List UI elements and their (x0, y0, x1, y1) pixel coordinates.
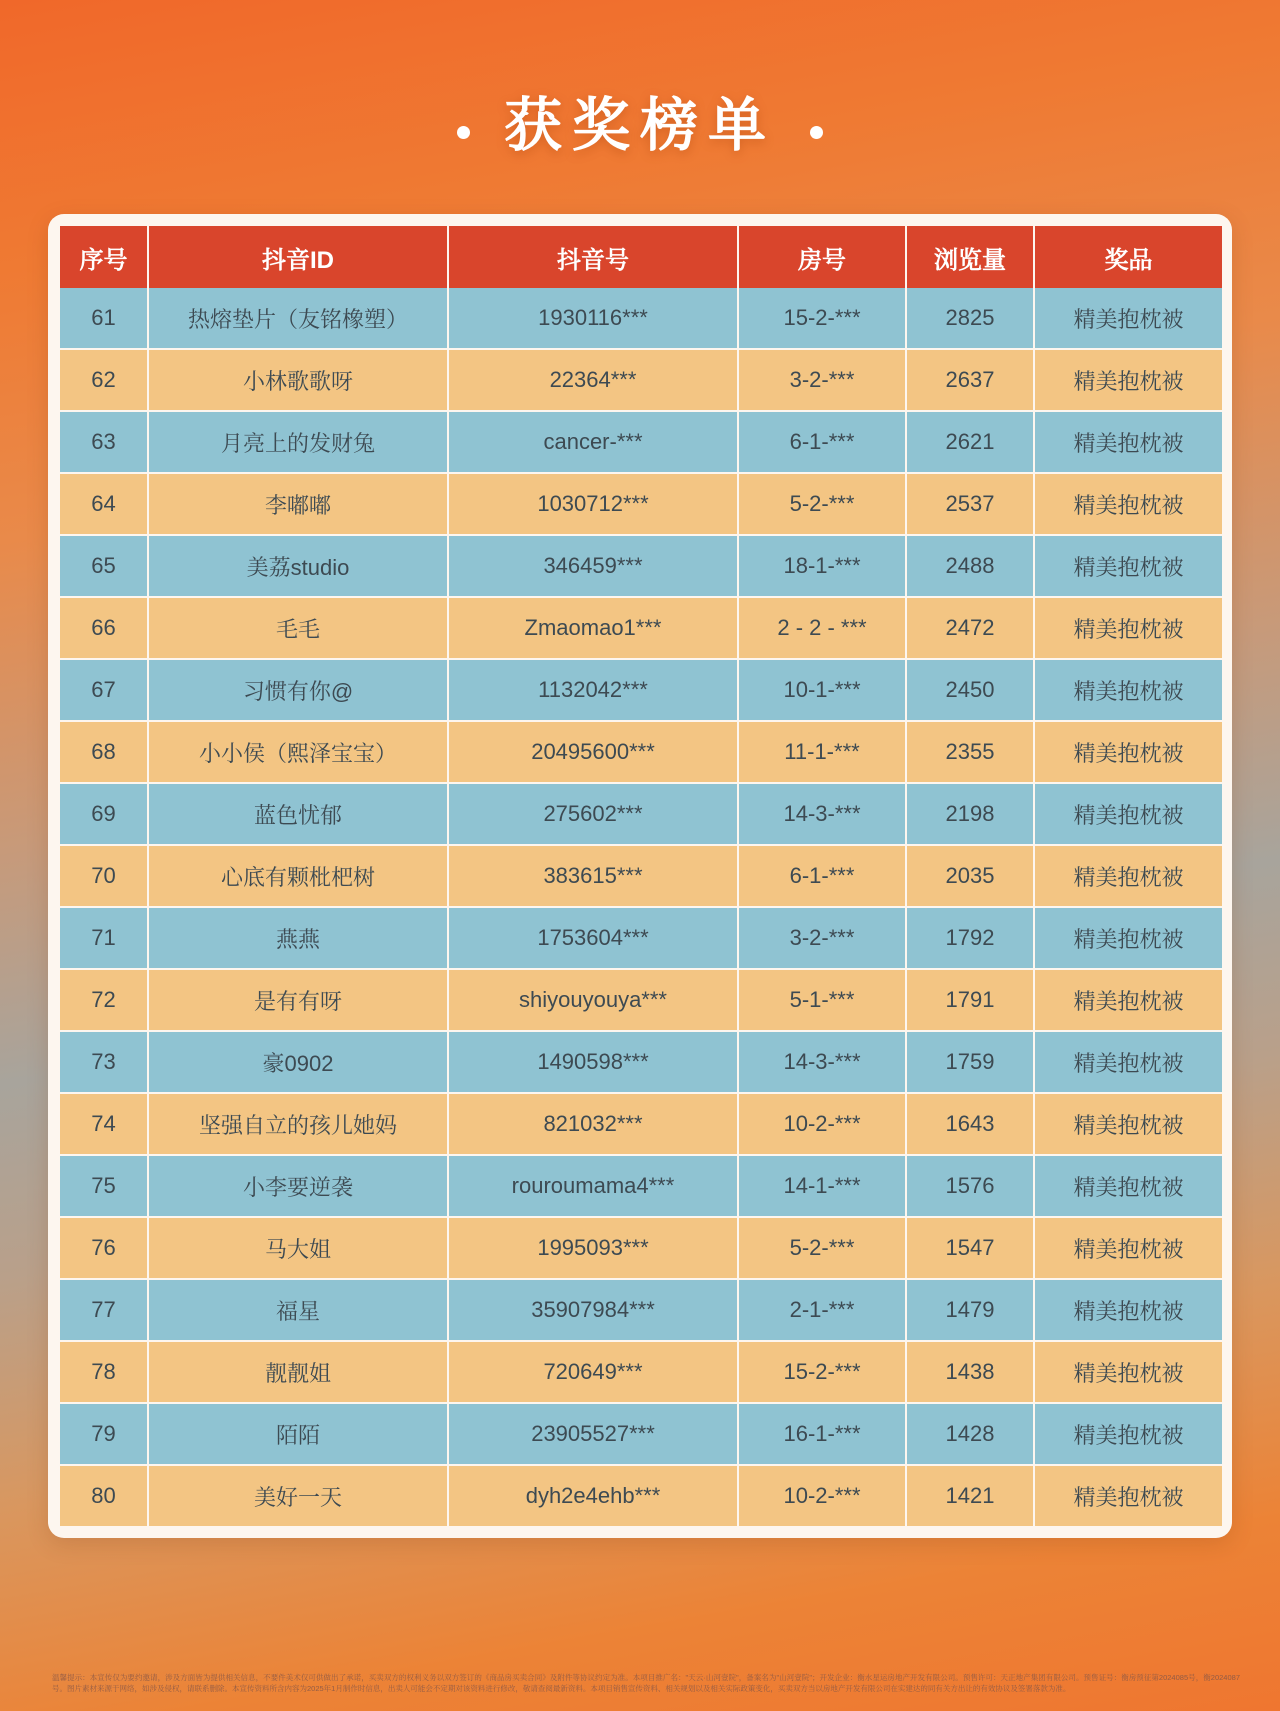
cell-views: 2035 (906, 845, 1034, 907)
cell-views: 1791 (906, 969, 1034, 1031)
table-row (60, 535, 1222, 597)
cell-douyin-id: 小李要逆袭 (148, 1155, 448, 1217)
column-header-index: 序号 (60, 226, 148, 288)
cell-douyin-id: 小小侯（熙泽宝宝） (148, 721, 448, 783)
cell-douyin-number: 275602*** (448, 783, 738, 845)
cell-room: 10-2-*** (738, 1465, 906, 1526)
cell-room: 3-2-*** (738, 907, 906, 969)
cell-douyin-id: 习惯有你@ (148, 659, 448, 721)
cell-room: 3-2-*** (738, 349, 906, 411)
cell-room: 15-2-*** (738, 288, 906, 349)
page-title-text: 获奖榜单 (503, 93, 776, 158)
table-row (60, 907, 1222, 969)
table-row (60, 1093, 1222, 1155)
cell-index: 61 (60, 288, 148, 349)
cell-douyin-number: 346459*** (448, 535, 738, 597)
table-header (60, 226, 1222, 288)
cell-index: 73 (60, 1031, 148, 1093)
cell-index: 80 (60, 1465, 148, 1526)
cell-douyin-id: 马大姐 (148, 1217, 448, 1279)
cell-views: 2355 (906, 721, 1034, 783)
cell-prize: 精美抱枕被 (1034, 907, 1222, 969)
cell-douyin-number: shiyouyouya*** (448, 969, 738, 1031)
cell-douyin-id: 坚强自立的孩儿她妈 (148, 1093, 448, 1155)
cell-index: 66 (60, 597, 148, 659)
cell-douyin-id: 福星 (148, 1279, 448, 1341)
cell-douyin-number: 1753604*** (448, 907, 738, 969)
cell-index: 64 (60, 473, 148, 535)
cell-prize: 精美抱枕被 (1034, 845, 1222, 907)
page-title (0, 0, 1280, 188)
cell-douyin-number: dyh2e4ehb*** (448, 1465, 738, 1526)
cell-douyin-id: 豪0902 (148, 1031, 448, 1093)
cell-index: 78 (60, 1341, 148, 1403)
cell-douyin-number: 1995093*** (448, 1217, 738, 1279)
cell-douyin-number: 720649*** (448, 1341, 738, 1403)
cell-views: 1792 (906, 907, 1034, 969)
cell-douyin-number: 383615*** (448, 845, 738, 907)
table-header-row (60, 226, 1222, 288)
table-row (60, 845, 1222, 907)
table-row (60, 288, 1222, 349)
cell-index: 70 (60, 845, 148, 907)
cell-prize: 精美抱枕被 (1034, 1279, 1222, 1341)
cell-douyin-id: 李嘟嘟 (148, 473, 448, 535)
cell-index: 63 (60, 411, 148, 473)
column-header-prize: 奖品 (1034, 226, 1222, 288)
cell-index: 67 (60, 659, 148, 721)
cell-index: 69 (60, 783, 148, 845)
disclaimer-footer: 温馨提示：本宣传仅为要约邀请，涉及方面皆为提供相关信息，不要件美术仅可供做出了承诺，买卖双方的权利义务以双方签订的《商品房买卖合同》及附件等协议约定为准。本项目推广名："天云·山河壹院"，备案名为"山河壹院"；开发企业：衡水星运房地产开发有限公司。预售许可：天正地产集团有限公司。预售证号：衡房预征第2024085号，衡2024087号。图片素材来源于网络，如涉及侵权，请联系删除。本宣传资料所含内容为2025年1月制作时信息，出卖人可能会不定期对该资料进行修改，敬请查阅最新资料。本项目销售宣传资料、相关规划以及相关实际政策变化，买卖双方当以房地产开发有限公司在实建达的同有关方出让的有效协议及签署落款为准。 (52, 1672, 1240, 1694)
cell-views: 1438 (906, 1341, 1034, 1403)
cell-views: 2198 (906, 783, 1034, 845)
cell-room: 10-2-*** (738, 1093, 906, 1155)
cell-room: 5-2-*** (738, 1217, 906, 1279)
cell-index: 76 (60, 1217, 148, 1279)
cell-douyin-number: 821032*** (448, 1093, 738, 1155)
cell-index: 74 (60, 1093, 148, 1155)
cell-prize: 精美抱枕被 (1034, 721, 1222, 783)
cell-views: 1428 (906, 1403, 1034, 1465)
cell-douyin-id: 月亮上的发财兔 (148, 411, 448, 473)
cell-index: 79 (60, 1403, 148, 1465)
cell-room: 5-2-*** (738, 473, 906, 535)
winners-table (60, 226, 1222, 1526)
cell-douyin-id: 是有有呀 (148, 969, 448, 1031)
cell-room: 14-3-*** (738, 783, 906, 845)
cell-prize: 精美抱枕被 (1034, 535, 1222, 597)
title-right-dot-icon (810, 126, 823, 139)
cell-douyin-number: rouroumama4*** (448, 1155, 738, 1217)
cell-prize: 精美抱枕被 (1034, 349, 1222, 411)
cell-prize: 精美抱枕被 (1034, 1465, 1222, 1526)
table-row (60, 597, 1222, 659)
cell-index: 68 (60, 721, 148, 783)
cell-prize: 精美抱枕被 (1034, 969, 1222, 1031)
cell-views: 2825 (906, 288, 1034, 349)
cell-prize: 精美抱枕被 (1034, 783, 1222, 845)
cell-douyin-number: 20495600*** (448, 721, 738, 783)
table-row (60, 659, 1222, 721)
cell-prize: 精美抱枕被 (1034, 1155, 1222, 1217)
cell-room: 16-1-*** (738, 1403, 906, 1465)
table-row (60, 1465, 1222, 1526)
cell-room: 10-1-*** (738, 659, 906, 721)
cell-douyin-id: 美荔studio (148, 535, 448, 597)
cell-room: 5-1-*** (738, 969, 906, 1031)
cell-room: 18-1-*** (738, 535, 906, 597)
cell-views: 2450 (906, 659, 1034, 721)
cell-views: 1576 (906, 1155, 1034, 1217)
cell-room: 2 - 2 - *** (738, 597, 906, 659)
cell-index: 71 (60, 907, 148, 969)
cell-room: 2-1-*** (738, 1279, 906, 1341)
column-header-douyin-number: 抖音号 (448, 226, 738, 288)
cell-douyin-number: 35907984*** (448, 1279, 738, 1341)
cell-prize: 精美抱枕被 (1034, 1403, 1222, 1465)
column-header-views: 浏览量 (906, 226, 1034, 288)
cell-douyin-number: 22364*** (448, 349, 738, 411)
cell-views: 2621 (906, 411, 1034, 473)
table-row (60, 1217, 1222, 1279)
cell-room: 6-1-*** (738, 411, 906, 473)
table-row (60, 473, 1222, 535)
cell-douyin-number: 1930116*** (448, 288, 738, 349)
cell-views: 1421 (906, 1465, 1034, 1526)
table-row (60, 1403, 1222, 1465)
cell-index: 65 (60, 535, 148, 597)
cell-douyin-number: 1030712*** (448, 473, 738, 535)
cell-views: 1759 (906, 1031, 1034, 1093)
cell-prize: 精美抱枕被 (1034, 1217, 1222, 1279)
cell-views: 1479 (906, 1279, 1034, 1341)
cell-prize: 精美抱枕被 (1034, 1341, 1222, 1403)
table-row (60, 411, 1222, 473)
cell-douyin-id: 心底有颗枇杷树 (148, 845, 448, 907)
cell-douyin-id: 靓靓姐 (148, 1341, 448, 1403)
cell-room: 14-3-*** (738, 1031, 906, 1093)
winners-table-card (48, 214, 1232, 1538)
cell-douyin-id: 美好一天 (148, 1465, 448, 1526)
column-header-douyin-id: 抖音ID (148, 226, 448, 288)
table-row (60, 783, 1222, 845)
cell-views: 1643 (906, 1093, 1034, 1155)
cell-douyin-number: Zmaomao1*** (448, 597, 738, 659)
cell-prize: 精美抱枕被 (1034, 1093, 1222, 1155)
cell-views: 2637 (906, 349, 1034, 411)
column-header-room: 房号 (738, 226, 906, 288)
table-row (60, 1279, 1222, 1341)
cell-prize: 精美抱枕被 (1034, 473, 1222, 535)
cell-index: 75 (60, 1155, 148, 1217)
cell-douyin-id: 热熔垫片（友铭橡塑） (148, 288, 448, 349)
cell-room: 15-2-*** (738, 1341, 906, 1403)
table-row (60, 1031, 1222, 1093)
cell-prize: 精美抱枕被 (1034, 411, 1222, 473)
title-left-dot-icon (457, 126, 470, 139)
cell-index: 62 (60, 349, 148, 411)
table-row (60, 721, 1222, 783)
cell-prize: 精美抱枕被 (1034, 288, 1222, 349)
table-body (60, 288, 1222, 1526)
cell-prize: 精美抱枕被 (1034, 659, 1222, 721)
cell-prize: 精美抱枕被 (1034, 597, 1222, 659)
table-row (60, 1155, 1222, 1217)
cell-douyin-id: 小林歌歌呀 (148, 349, 448, 411)
table-row (60, 1341, 1222, 1403)
table-row (60, 349, 1222, 411)
cell-prize: 精美抱枕被 (1034, 1031, 1222, 1093)
cell-room: 6-1-*** (738, 845, 906, 907)
cell-index: 72 (60, 969, 148, 1031)
cell-douyin-number: 1490598*** (448, 1031, 738, 1093)
cell-douyin-number: 23905527*** (448, 1403, 738, 1465)
cell-views: 2537 (906, 473, 1034, 535)
cell-views: 2488 (906, 535, 1034, 597)
cell-douyin-id: 蓝色忧郁 (148, 783, 448, 845)
cell-douyin-id: 毛毛 (148, 597, 448, 659)
table-row (60, 969, 1222, 1031)
cell-views: 2472 (906, 597, 1034, 659)
cell-index: 77 (60, 1279, 148, 1341)
cell-douyin-number: 1132042*** (448, 659, 738, 721)
cell-douyin-id: 燕燕 (148, 907, 448, 969)
cell-views: 1547 (906, 1217, 1034, 1279)
cell-douyin-id: 陌陌 (148, 1403, 448, 1465)
cell-douyin-number: cancer-*** (448, 411, 738, 473)
cell-room: 11-1-*** (738, 721, 906, 783)
cell-room: 14-1-*** (738, 1155, 906, 1217)
